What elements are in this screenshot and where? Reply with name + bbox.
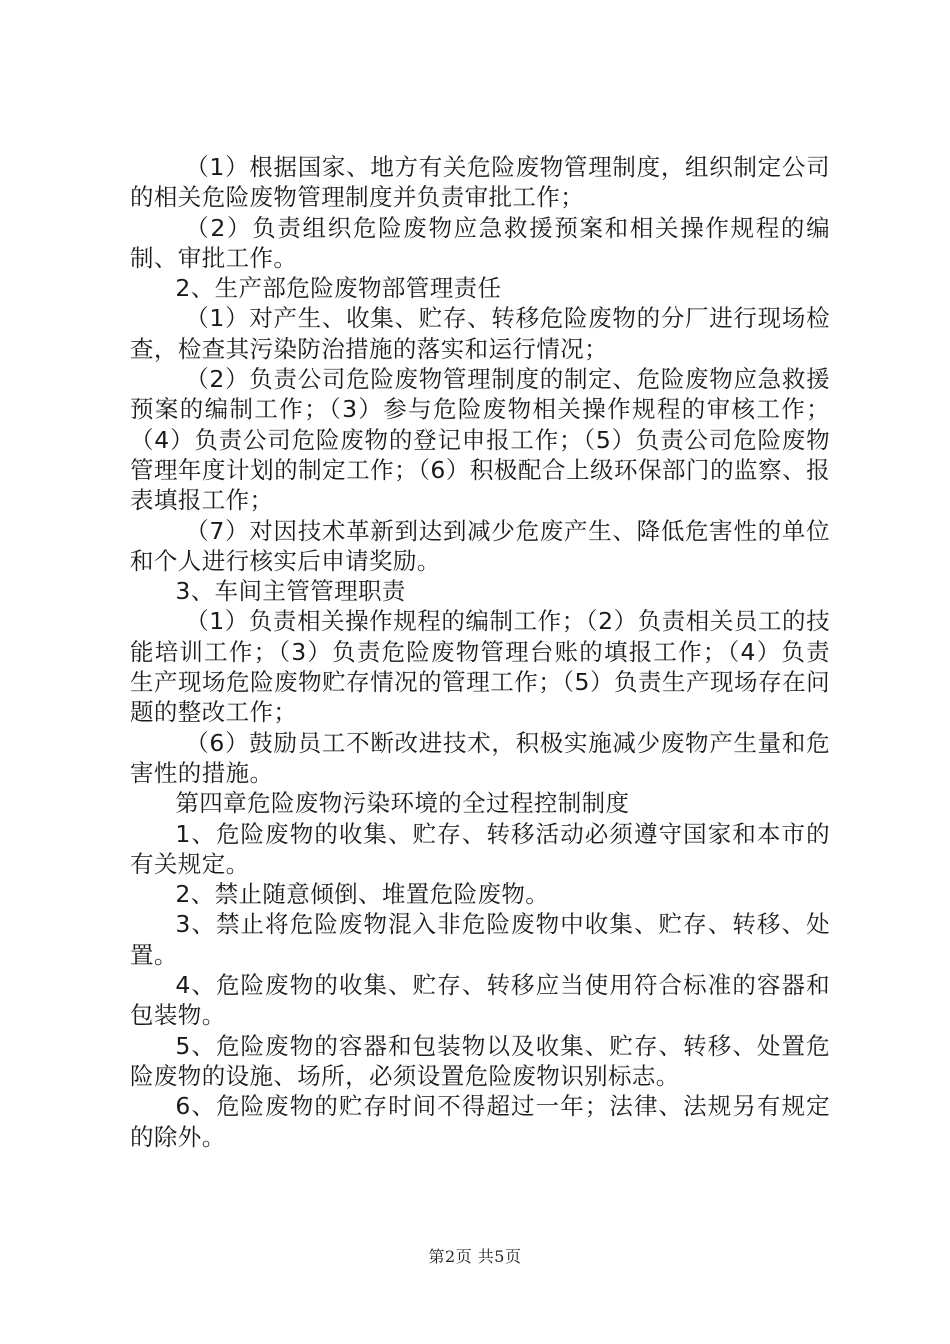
paragraph-15: 5、危险废物的容器和包装物以及收集、贮存、转移、处置危险废物的设施、场所，必须设置危险废物识别标志。 (130, 1031, 830, 1090)
paragraph-11: 1、危险废物的收集、贮存、转移活动必须遵守国家和本市的有关规定。 (130, 819, 830, 878)
page-footer: 第2页 共5页 (428, 1247, 522, 1266)
paragraph-13: 3、禁止将危险废物混入非危险废物中收集、贮存、转移、处置。 (130, 910, 830, 969)
paragraph-6: （7）对因技术革新到达到减少危废产生、降低危害性的单位和个人进行核实后申请奖励。 (130, 516, 830, 575)
paragraph-2: （2）负责组织危险废物应急救援预案和相关操作规程的编制、审批工作。 (130, 213, 830, 272)
paragraph-5: （2）负责公司危险废物管理制度的制定、危险废物应急救援预案的编制工作；（3）参与危险废物相关操作规程的审核工作；（4）负责公司危险废物的登记申报工作；（5）负责公司危险废物管理年度计划的制定工作；（6）积极配合上级环保部门的监察、报表填报工作； (130, 365, 830, 515)
paragraph-4: （1）对产生、收集、贮存、转移危险废物的分厂进行现场检查，检查其污染防治措施的落实和运行情况； (130, 304, 830, 363)
paragraph-1: （1）根据国家、地方有关危险废物管理制度，组织制定公司的相关危险废物管理制度并负责审批工作； (130, 153, 830, 212)
document-body (130, 152, 830, 1152)
chapter-heading: 第四章危险废物污染环境的全过程控制制度 (175, 789, 630, 818)
paragraph-14: 4、危险废物的收集、贮存、转移应当使用符合标准的容器和包装物。 (130, 971, 830, 1030)
paragraph-8: （1）负责相关操作规程的编制工作；（2）负责相关员工的技能培训工作；（3）负责危险废物管理台账的填报工作；（4）负责生产现场危险废物贮存情况的管理工作；（5）负责生产现场存在问题的整改工作； (130, 607, 830, 727)
paragraph-12: 2、禁止随意倾倒、堆置危险废物。 (175, 880, 550, 909)
section-heading-3: 3、车间主管管理职责 (175, 577, 406, 606)
section-heading-2: 2、生产部危险废物部管理责任 (175, 274, 502, 303)
paragraph-9: （6）鼓励员工不断改进技术，积极实施减少废物产生量和危害性的措施。 (130, 728, 830, 787)
paragraph-16: 6、危险废物的贮存时间不得超过一年；法律、法规另有规定的除外。 (130, 1092, 830, 1151)
